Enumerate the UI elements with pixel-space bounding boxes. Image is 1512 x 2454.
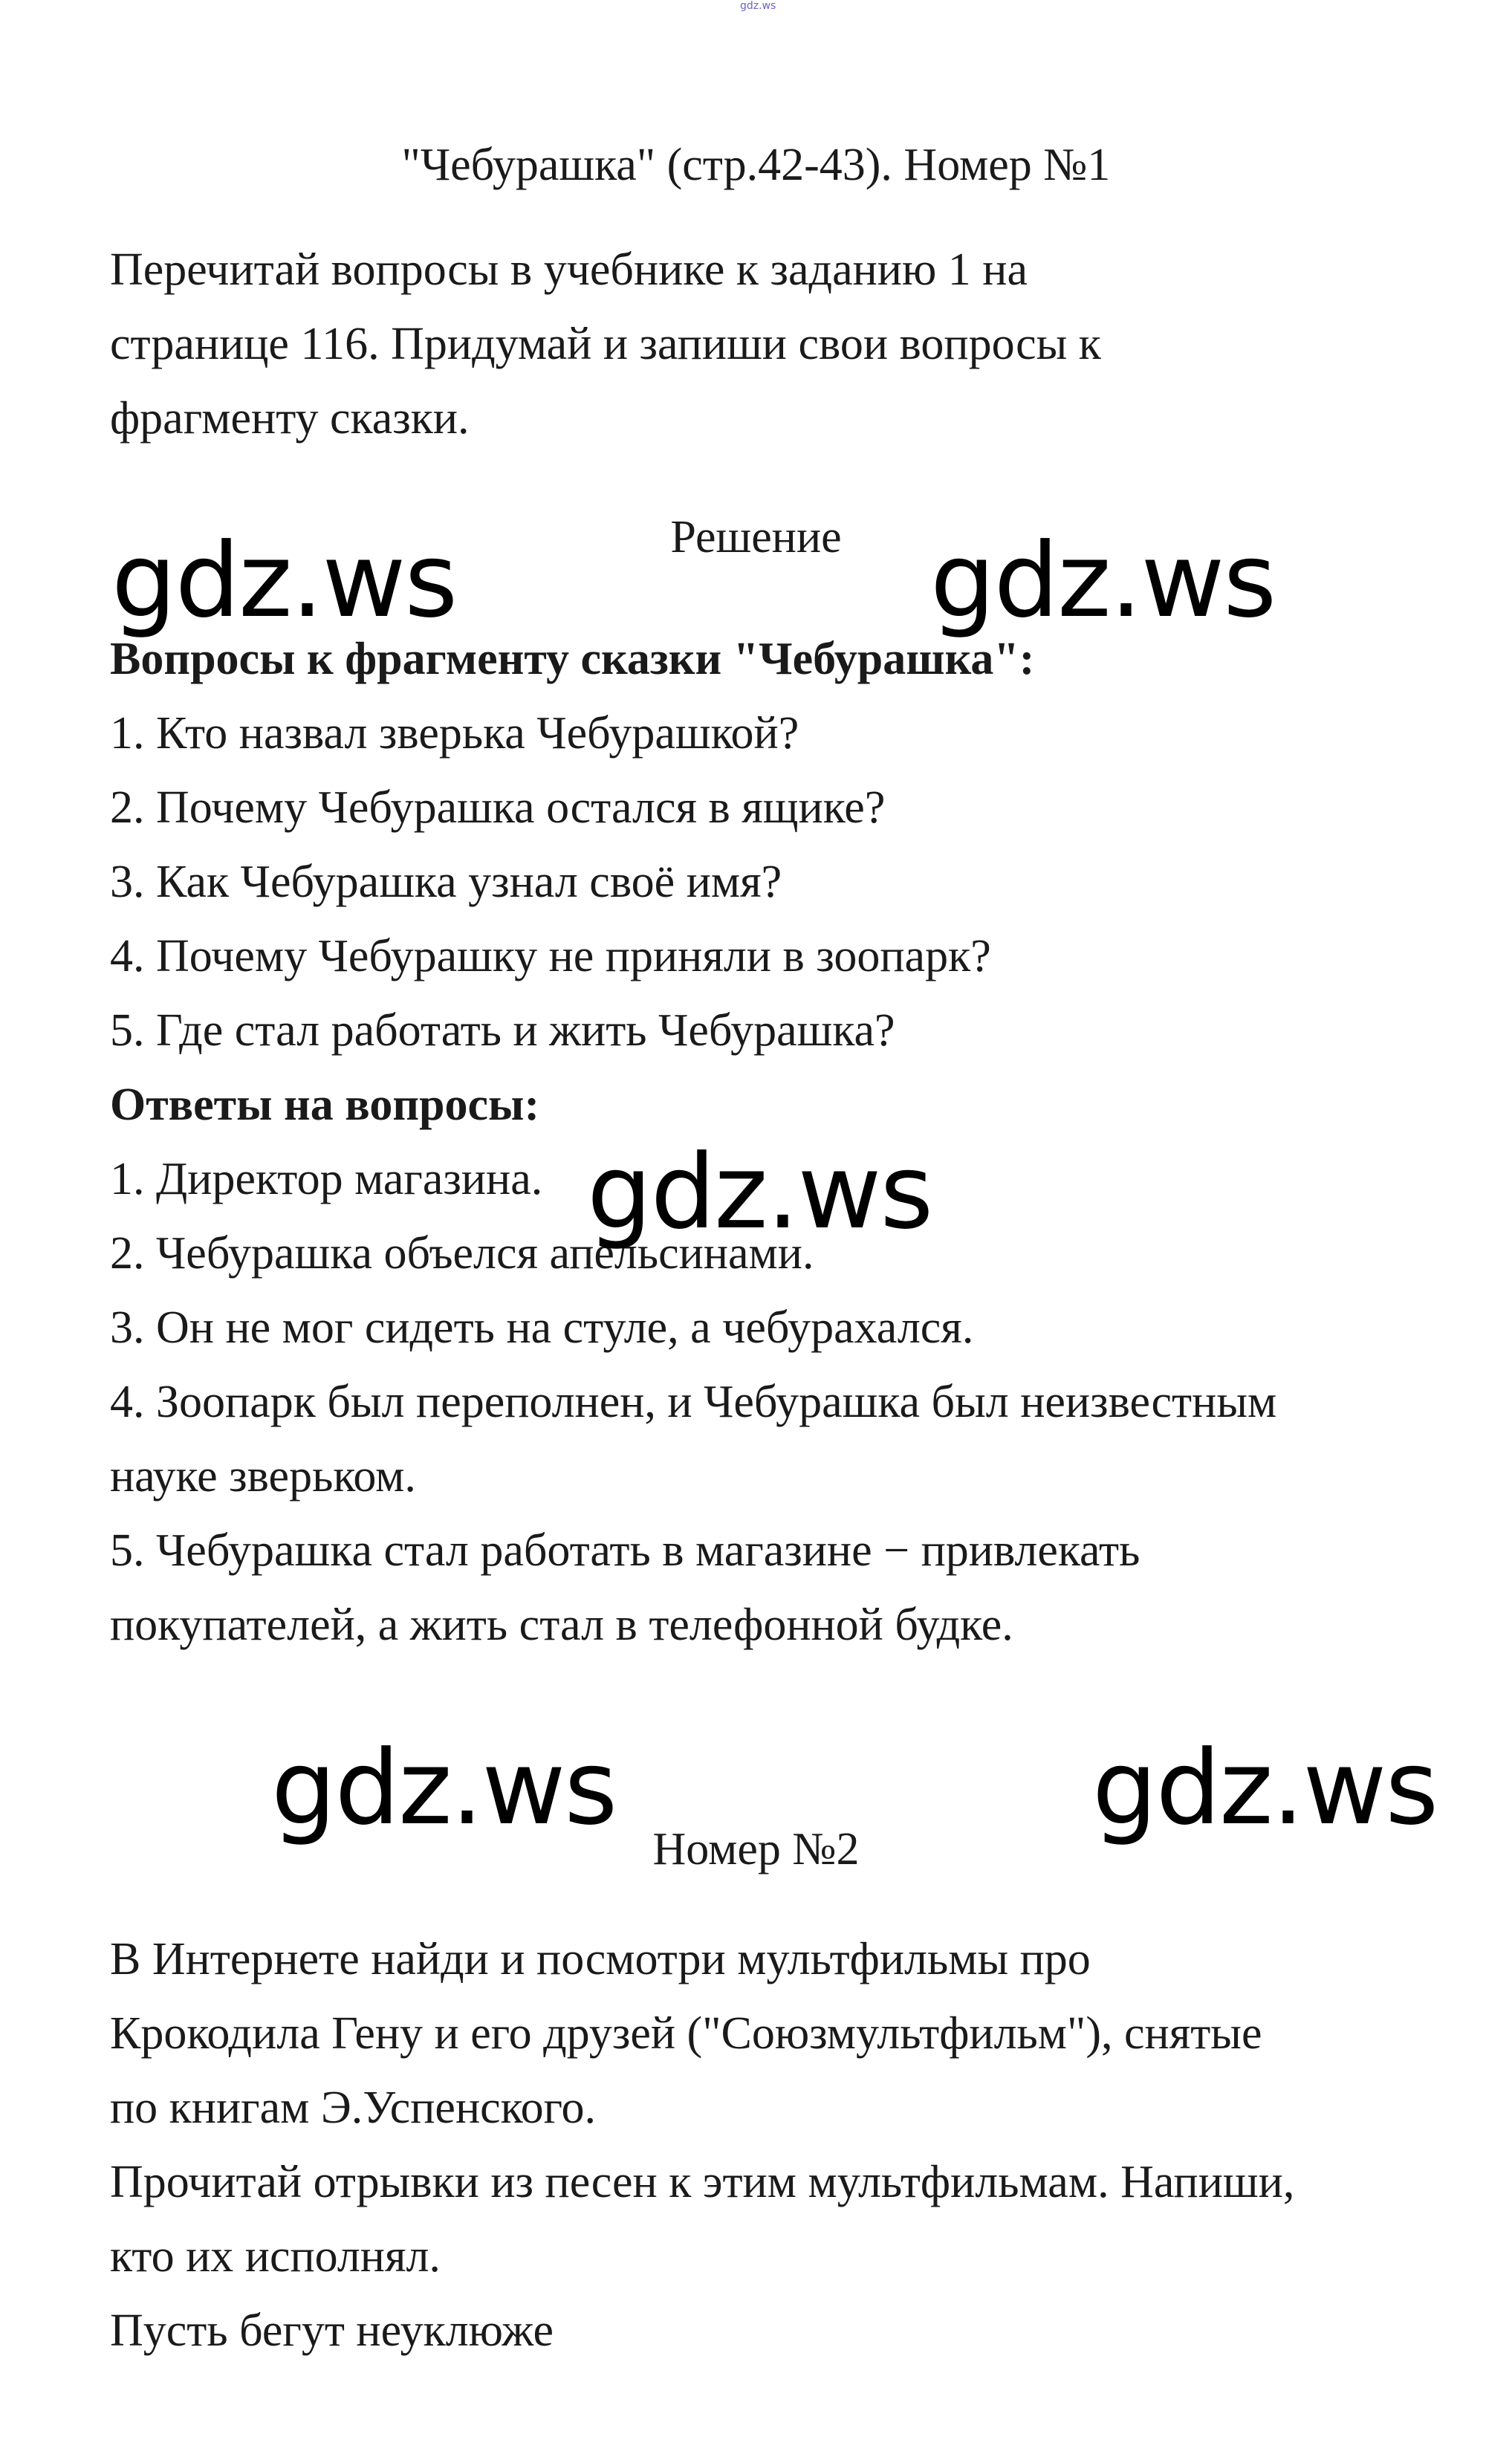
task2-line: Прочитай отрывки из песен к этим мультфильмам. Напиши, (110, 2157, 1295, 2207)
answer-item: 3. Он не мог сидеть на стуле, а чебурахался. (110, 1302, 974, 1353)
watermark: gdz.ws (1092, 1728, 1438, 1848)
task1-instruction-line: странице 116. Придумай и запиши свои вопросы к (110, 319, 1101, 369)
answer-item: науке зверьком. (110, 1451, 416, 1502)
task2-title: Номер №2 (652, 1824, 860, 1874)
answer-item: 5. Чебурашка стал работать в магазине − привлекать (110, 1525, 1141, 1576)
question-item: 5. Где стал работать и жить Чебурашка? (110, 1005, 895, 1056)
answer-item: покупателей, а жить стал в телефонной будке. (110, 1600, 1013, 1650)
task2-line: по книгам Э.Успенского. (110, 2083, 596, 2133)
watermark: gdz.ws (587, 1132, 932, 1252)
watermark: gdz.ws (271, 1728, 617, 1848)
watermark: gdz.ws (930, 521, 1276, 640)
task1-title: "Чебурашка" (стр.42-43). Номер №1 (401, 140, 1111, 190)
answer-item: 4. Зоопарк был переполнен, и Чебурашка был неизвестным (110, 1377, 1277, 1427)
question-item: 1. Кто назвал зверька Чебурашкой? (110, 708, 799, 759)
questions-heading: Вопросы к фрагменту сказки "Чебурашка": (110, 634, 1035, 684)
answer-item: 2. Чебурашка объелся апельсинами. (110, 1228, 814, 1279)
question-item: 2. Почему Чебурашка остался в ящике? (110, 782, 886, 833)
header-watermark: gdz.ws (740, 0, 776, 12)
question-item: 4. Почему Чебурашку не приняли в зоопарк? (110, 931, 991, 981)
task2-line: В Интернете найди и посмотри мультфильмы про (110, 1934, 1091, 1984)
task1-instruction-line: Перечитай вопросы в учебнике к заданию 1 на (110, 244, 1028, 295)
answers-heading: Ответы на вопросы: (110, 1080, 540, 1130)
task1-instruction-line: фрагменту сказки. (110, 393, 470, 444)
task2-line: кто их исполнял. (110, 2231, 441, 2282)
watermark: gdz.ws (111, 521, 457, 640)
question-item: 3. Как Чебурашка узнал своё имя? (110, 857, 782, 907)
task2-line: Крокодила Гену и его друзей ("Союзмультфильм"), снятые (110, 2008, 1262, 2059)
answer-item: 1. Директор магазина. (110, 1154, 543, 1204)
task2-line: Пусть бегут неуклюже (110, 2305, 554, 2356)
solution-label: Решение (670, 512, 842, 562)
